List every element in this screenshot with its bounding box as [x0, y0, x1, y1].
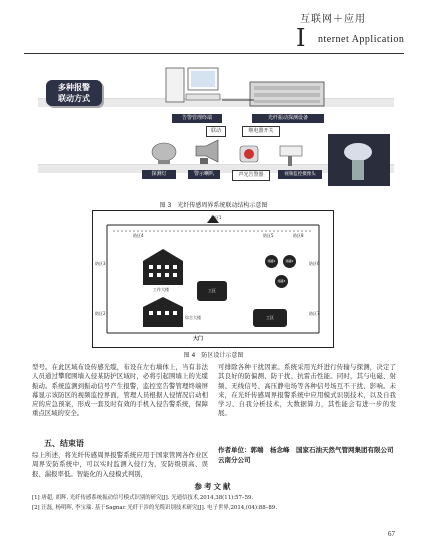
references-heading: 参考文献 [194, 482, 233, 491]
zone-label: 防区8 [293, 233, 304, 238]
cctv-camera-label: 视频监控摄像头 [278, 170, 322, 179]
page-number: 67 [388, 530, 395, 538]
zone-label: 防区1 [211, 215, 222, 220]
reference-item: [1] 唐超, 胡辉. 光纤传感系统振动信号模式识别的研究[J]. 光通信技术,2014,38(11):57–59. [32, 495, 254, 501]
zone-boundary-lines [93, 211, 333, 347]
zone-label: 防区7 [309, 311, 320, 316]
header-english-title: nternet Application [318, 34, 405, 45]
warning-horn-label: 警示喇叭 [188, 170, 220, 179]
storage-tank: 储罐2 [283, 255, 296, 268]
complex-building-icon [143, 297, 183, 327]
gate-label: 大门 [193, 336, 204, 342]
zone-label: 防区3 [95, 261, 106, 266]
linkage-label: 联动 [206, 126, 226, 137]
figure-3-title-line2: 联动方式 [58, 94, 90, 103]
figure-3-title-line1: 多种报警 [58, 83, 90, 92]
figure-3-caption: 图 3 光纤传感周界系统联动结构示意图 [159, 202, 268, 209]
figure-4-zone-diagram [92, 210, 334, 348]
complex-building-label: 综合大楼 [185, 315, 201, 320]
management-terminal-label: 告警管理终端 [172, 114, 222, 123]
storage-tank: 储罐3 [275, 275, 288, 288]
work-building-icon [143, 249, 183, 285]
left-paragraph-2: 综上所述，将光纤传感周界报警系统应用于国家管网各作业区周界安防系统中，可以实时监测入侵行为，安防级别高、误报、漏报率低。智能化的入侵模式判别， [32, 451, 208, 478]
work-building-label: 工作大楼 [153, 287, 169, 292]
section-heading-conclusion: 五、结束语 [44, 439, 84, 448]
night-camera-photo [328, 134, 390, 186]
figure-3-title-badge [46, 80, 102, 106]
zone-label: 防区2 [95, 311, 106, 316]
reference-item: [2] 汪磊, 杨明晖, 李宝瑞. 基于Sagnac 光纤干涉的光缆识别技术研究[J]. 电子世界,2014,(04):88–89. [32, 505, 277, 511]
fiber-detector-device-icon [248, 78, 328, 112]
right-paragraph-1: 可排除各种干扰因素。系统采用光纤进行传输与探测，决定了其良好的防偏测、防干扰、抗雷击性能。同时，其与电磁、射频、无线信号、高压静电场等各种信号场互不干扰、影响。未来，在光纤传感周界报警系统中应用模式识别技术，以及自我学习、自我分析技术，大数据算力，其性能会有进一步的发展。 [218, 363, 396, 418]
alarm-light-icon [236, 140, 264, 166]
left-paragraph-1: 型号。在此区域布设传感光缆，布设在左右墙体上，当有非法人员通过攀爬围墙入侵某防护区域时，必将引起围墙上的光缆振动。系统监测到振动信号产生报警，监控室告警管理终端屏幕显示该防区的视频监控界面，管理人员根据人侵情况启动相应的应急预案，形成一套及时有效的手机入侵告警系统，保障重点区域的安全。 [32, 363, 208, 418]
header-rule [24, 53, 404, 54]
sound-light-alarm-label: 声光告警器 [232, 170, 270, 181]
detector-light-label: 探测灯 [142, 170, 176, 179]
connector-line [222, 98, 254, 102]
figure-4-caption: 图 4 防区设计示意图 [183, 352, 244, 359]
zone-label: 防区5 [263, 233, 274, 238]
work-area-block: 工区 [253, 309, 287, 327]
zone-label: 防区6 [309, 261, 320, 266]
header-initial: I [296, 24, 306, 52]
speaker-icon [190, 138, 222, 166]
cctv-camera-icon [276, 138, 316, 168]
author-affiliation: 作者单位：郭端 杨念峰 国家石油天然气管网集团有限公司云南分公司 [218, 446, 394, 464]
storage-tank: 储罐1 [265, 255, 278, 268]
management-terminal-icon [164, 64, 224, 114]
camera-icon [148, 140, 182, 166]
work-area-block: 工区 [197, 281, 227, 301]
relay-switch-label: 继电器开关 [242, 126, 280, 137]
figure-3-linkage-diagram [38, 60, 394, 198]
header-section-label: 互联网＋应用 [300, 14, 366, 25]
zone-label: 防区4 [133, 233, 144, 238]
fiber-detector-device-label: 光纤振动探测设备 [252, 114, 324, 123]
